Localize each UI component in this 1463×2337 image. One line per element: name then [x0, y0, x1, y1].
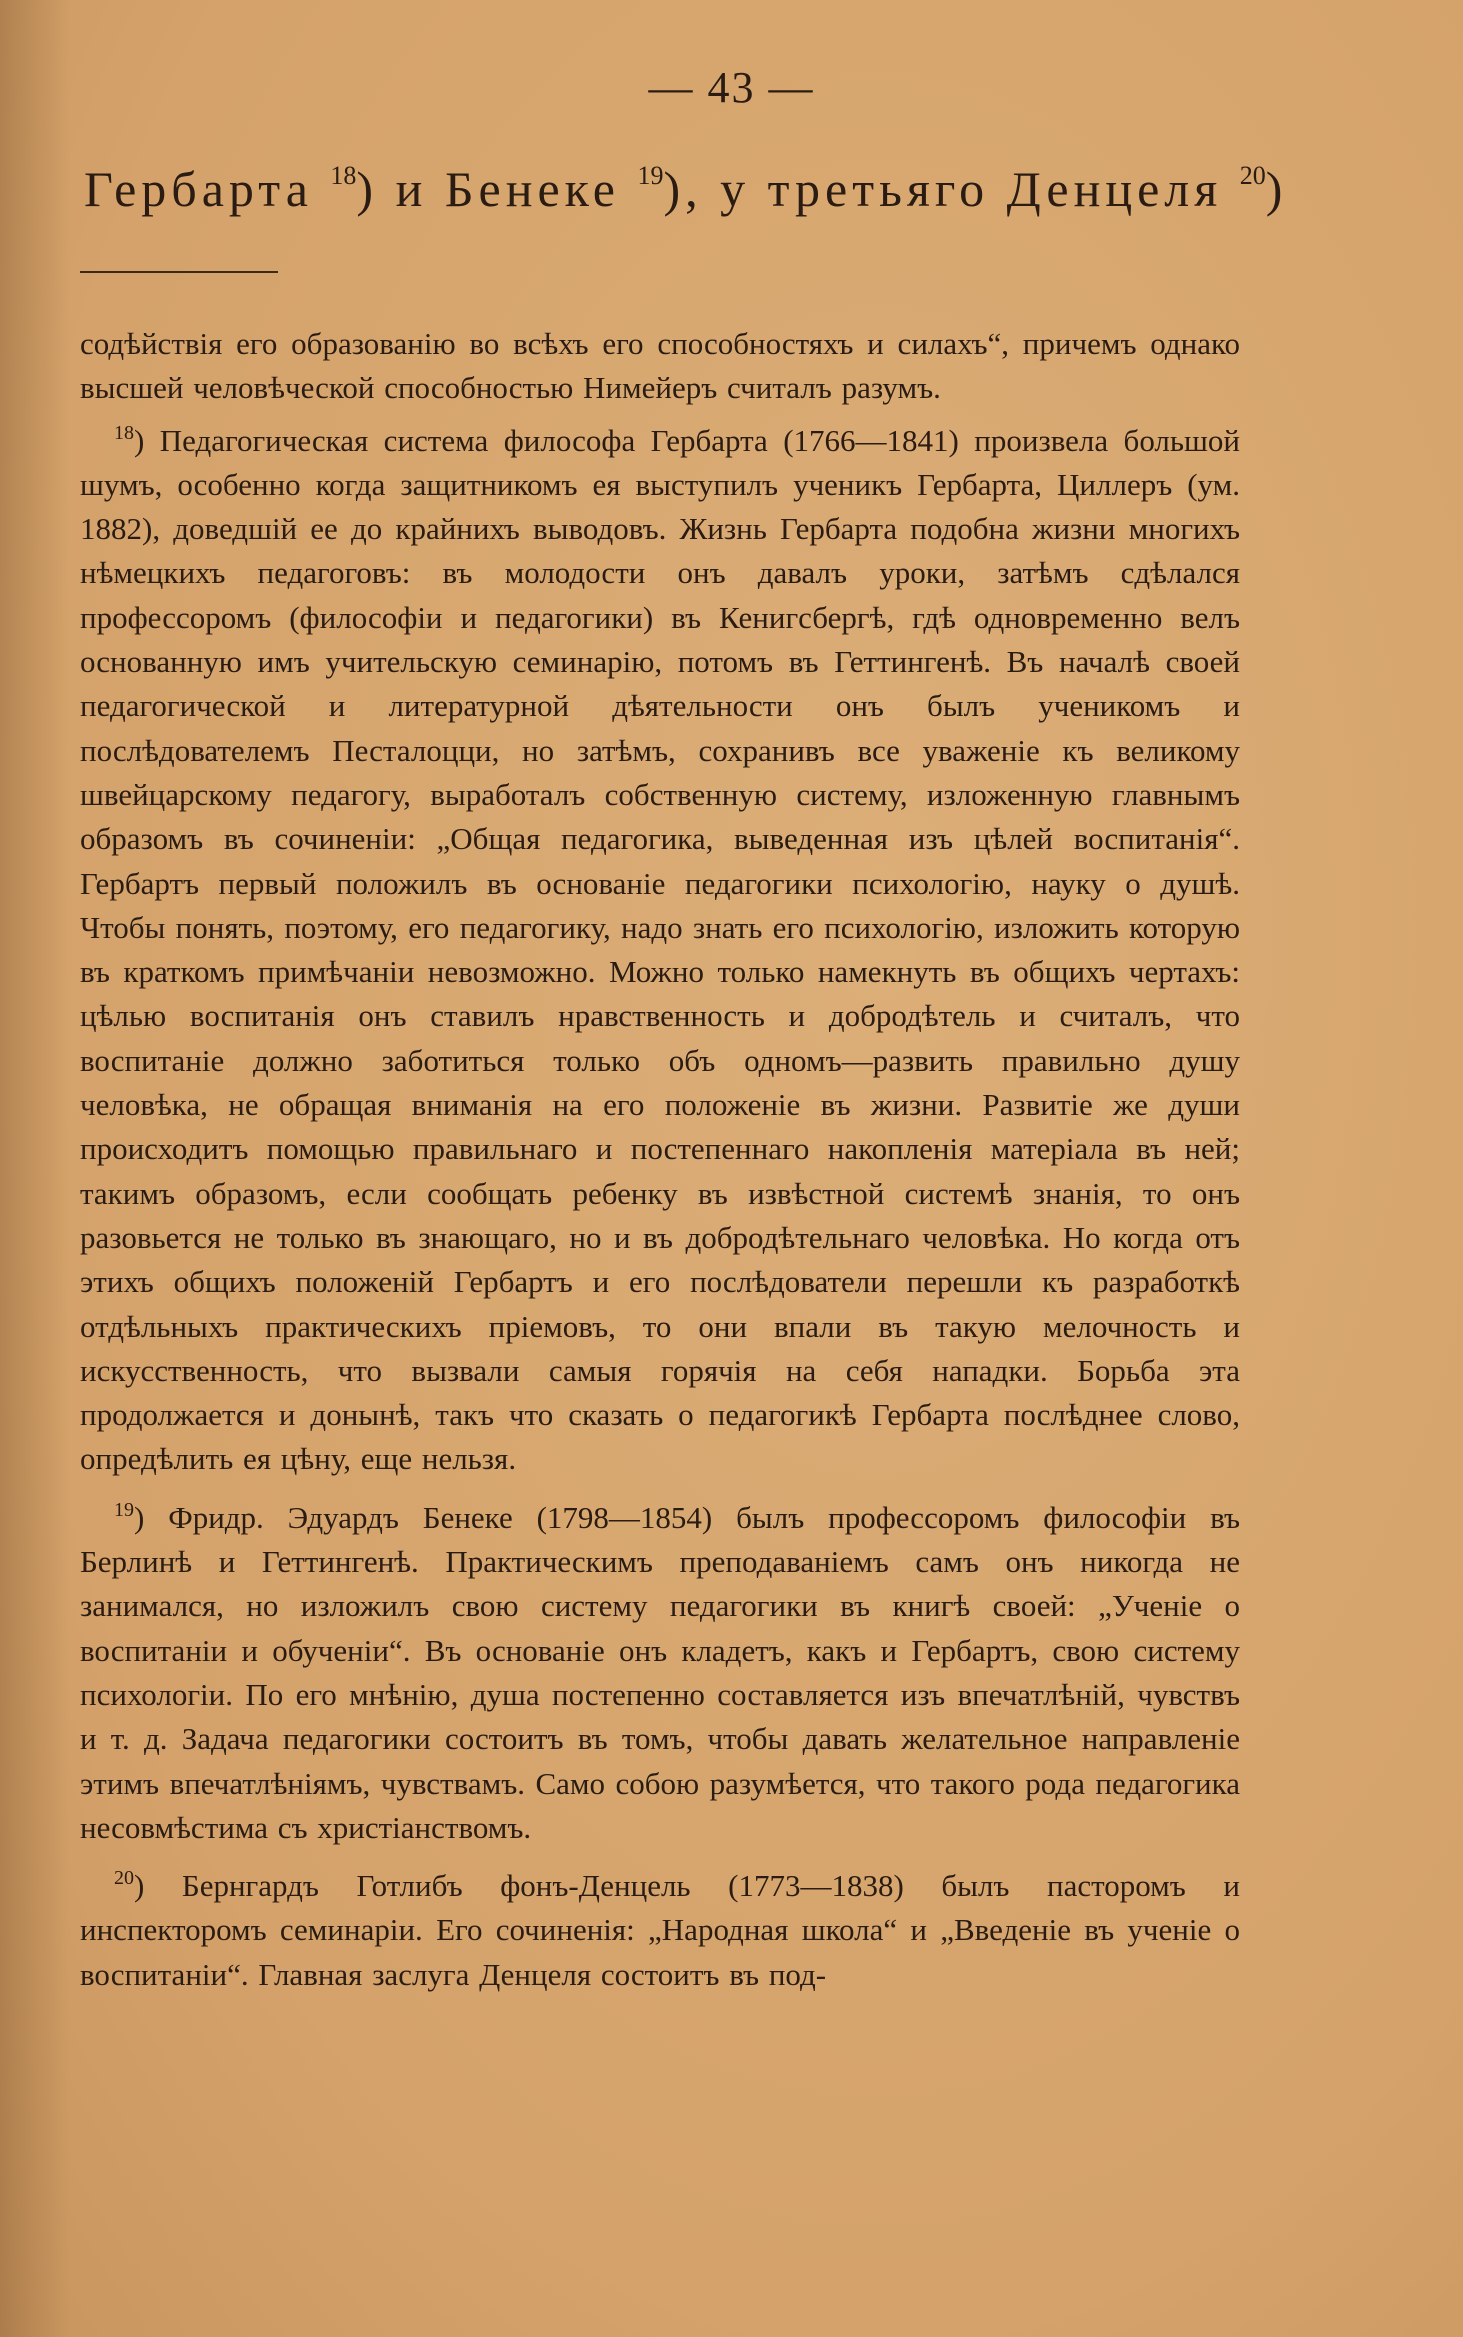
footnote-marker: 19: [114, 1498, 134, 1521]
heading-text-1: Гербарта: [84, 161, 331, 217]
footnote-ref-20: 20: [1239, 161, 1266, 190]
page-number: — 43 —: [648, 63, 815, 112]
footnote-continuation: [80, 322, 1240, 411]
footnote-18: [80, 411, 1240, 1482]
footnotes: [80, 322, 1240, 1997]
footnote-20: [80, 1856, 1240, 1997]
footnote-19: [80, 1488, 1240, 1850]
footnote-marker: 18: [114, 421, 134, 444]
footnote-text: содѣйствія его образованію во всѣхъ его способностяхъ и силахъ“, причемъ однако высшей человѣческой способностью Нимейеръ считалъ разумъ.: [80, 326, 1240, 406]
heading-text-4: ): [1265, 161, 1288, 217]
heading-text-2: ) и Бенеке: [356, 161, 638, 217]
footnote-ref-19: 19: [637, 161, 664, 190]
footnote-ref-18: 18: [330, 161, 357, 190]
footnote-text: ) Фридр. Эдуардъ Бенеке (1798—1854) былъ профессоромъ философіи въ Берлинѣ и Геттингенѣ. Практическимъ преподаваніемъ самъ онъ никогда не занимался, но изложилъ свою систему педагогики въ книгѣ своей: „Ученіе о воспитаніи и обученіи“. Въ основаніе онъ кладетъ, какъ и Гербартъ, свою систему психологіи. По его мнѣнію, душа постепенно составляется изъ впечатлѣній, чувствъ и т. д. Задача педагогики состоитъ въ томъ, чтобы давать желательное направленіе этимъ впечатлѣніямъ, чувствамъ. Само собою разумѣется, что такого рода педагогика несовмѣстима съ христіанствомъ.: [80, 1499, 1240, 1845]
heading-text-3: ), у третьяго Денцеля: [663, 161, 1240, 217]
footnote-text: ) Бернгардъ Готлибъ фонъ-Денцель (1773—1838) былъ пасторомъ и инспекторомъ семинаріи. Его сочиненія: „Народная школа“ и „Введеніе въ ученіе о воспитаніи“. Главная заслуга Денцеля состоитъ въ под-: [80, 1868, 1240, 1992]
footnote-separator: [80, 271, 278, 273]
footnote-marker: 20: [114, 1867, 134, 1890]
page-heading-line: [84, 160, 1288, 218]
footnote-text: ) Педагогическая система философа Гербарта (1766—1841) произвела большой шумъ, особенно когда защитникомъ ея выступилъ ученикъ Гербарта, Циллеръ (ум. 1882), доведшій ее до крайнихъ выводовъ. Жизнь Гербарта подобна жизни многихъ нѣмецкихъ педагоговъ: въ молодости онъ давалъ уроки, затѣмъ сдѣлался профессоромъ (философіи и педагогики) въ Кенигсбергѣ, гдѣ одновременно велъ основанную имъ учительскую семинарію, потомъ въ Геттингенѣ. Въ началѣ своей педагогической и литературной дѣятельности онъ былъ ученикомъ и послѣдователемъ Песталоцци, но затѣмъ, сохранивъ все уваженіе къ великому швейцарскому педагогу, выработалъ собственную систему, изложенную главнымъ образомъ въ сочиненіи: „Общая педагогика, выведенная изъ цѣлей воспитанія“. Гербартъ первый положилъ въ основаніе педагогики психологію, науку о душѣ. Чтобы понять, поэтому, его педагогику, надо знать его психологію, изложить которую въ краткомъ примѣчаніи невозможно. Можно только намекнуть въ общихъ чертахъ: цѣлью воспитанія онъ ставилъ нравственность и добродѣтель и считалъ, что воспитаніе должно заботиться только объ одномъ—развить правильно душу человѣка, не обращая вниманія на его положеніе въ жизни. Развитіе же души происходитъ помощью правильнаго и постепеннаго накопленія матеріала въ ней; такимъ образомъ, если сообщать ребенку въ извѣстной системѣ знанія, то онъ разовьется не только въ знающаго, но и въ добродѣтельнаго человѣка. Но когда отъ этихъ общихъ положеній Гербартъ и его послѣдователи перешли къ разработкѣ отдѣльныхъ практическихъ пріемовъ, то они впали въ такую мелочность и искусственность, что вызвали самыя горячія на себя нападки. Борьба эта продолжается и донынѣ, такъ что сказать о педагогикѣ Гербарта послѣднее слово, опредѣлить ея цѣну, еще нельзя.: [80, 422, 1240, 1477]
